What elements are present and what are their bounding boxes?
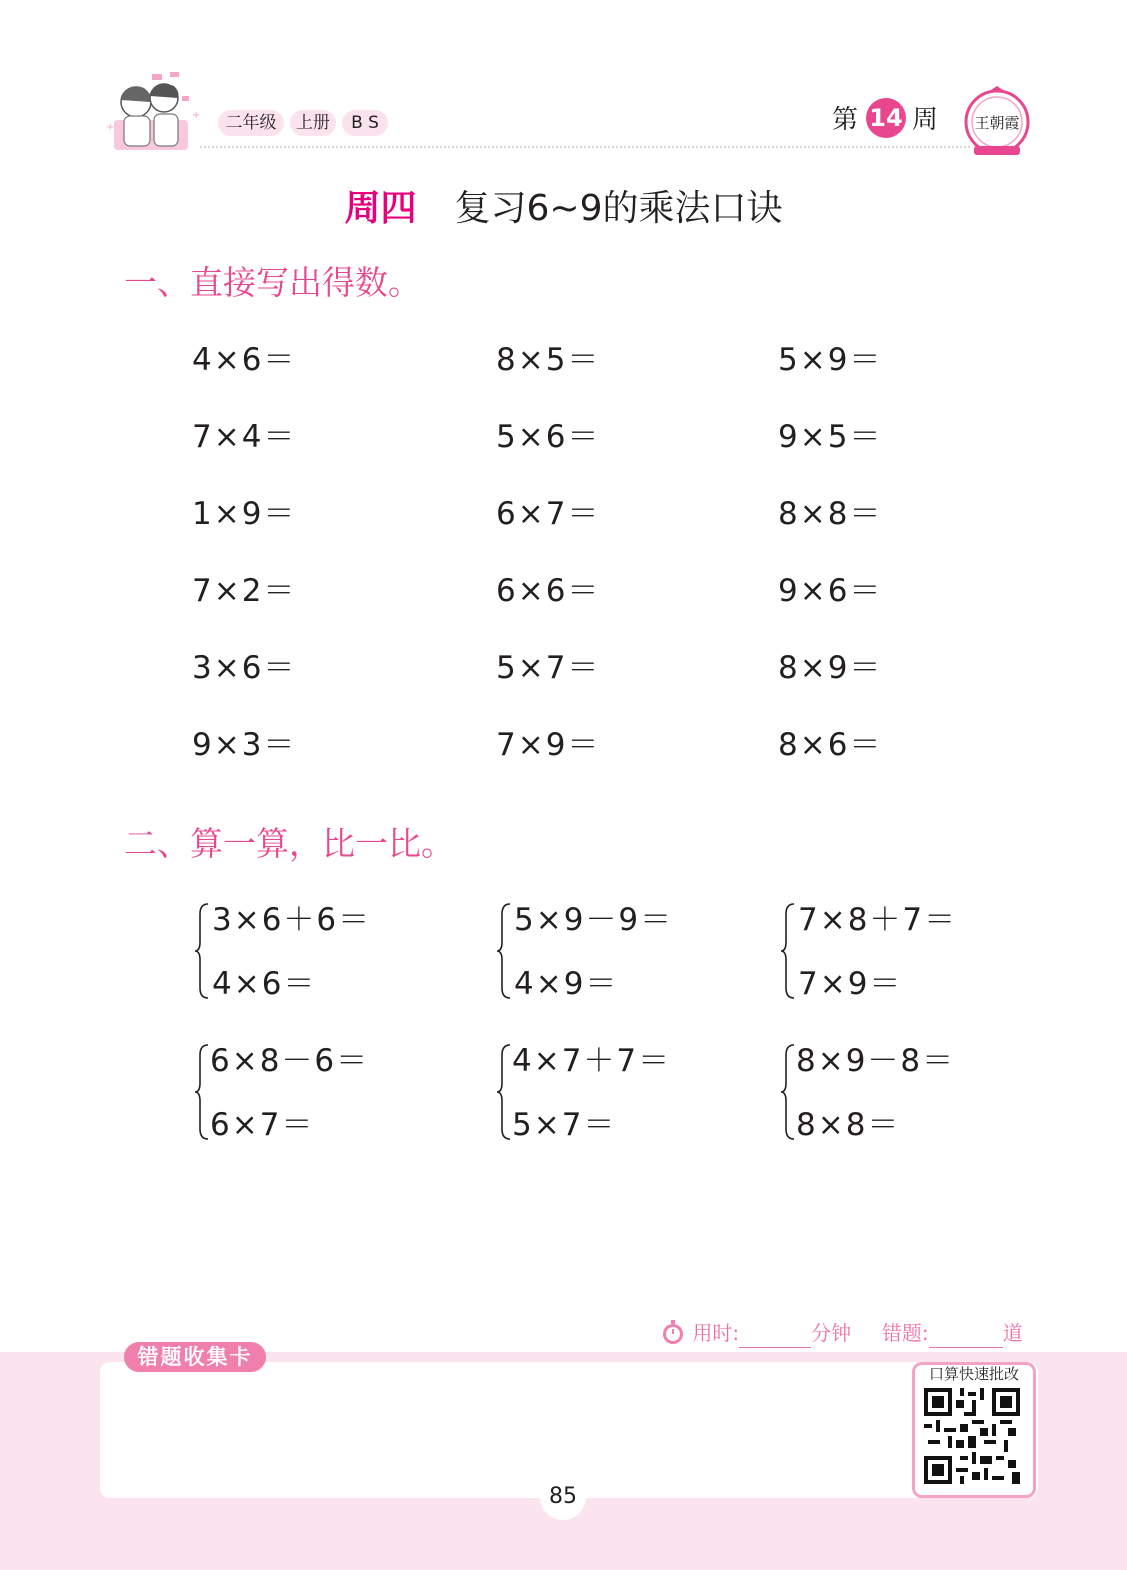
compare-top: 3×6＋6＝ (212, 902, 372, 938)
left-brace (780, 902, 796, 1000)
problem: 6×7＝ (496, 496, 601, 532)
problem: 4×6＝ (192, 342, 297, 378)
problem: 7×4＝ (192, 419, 297, 455)
page-number: 85 (540, 1474, 586, 1520)
errors-unit: 道 (1002, 1321, 1023, 1345)
children-illustration (104, 70, 204, 156)
page-title (0, 185, 1127, 233)
compare-top: 6×8－6＝ (210, 1043, 370, 1079)
time-unit: 分钟 (811, 1321, 852, 1345)
problem: 3×6＝ (192, 650, 297, 686)
problem: 9×5＝ (778, 419, 883, 455)
stopwatch-icon (660, 1319, 686, 1345)
qr-label: 口算快速批改 (928, 1365, 1019, 1383)
qr-code-icon[interactable] (924, 1388, 1020, 1484)
svg-text:+: + (192, 110, 201, 121)
problem: 8×5＝ (496, 342, 601, 378)
week-prefix: 第 (832, 105, 859, 135)
header-divider (200, 146, 970, 148)
compare-top: 7×8＋7＝ (798, 902, 958, 938)
errors-label: 错题: (881, 1321, 929, 1345)
time-label: 用时: (692, 1321, 740, 1345)
errors-blank[interactable] (929, 1325, 1003, 1348)
section-1-heading: 一、直接写出得数。 (124, 263, 421, 302)
left-brace (496, 1043, 512, 1141)
problem: 7×2＝ (192, 573, 297, 609)
left-brace (496, 902, 512, 1000)
problem: 5×9＝ (778, 342, 883, 378)
time-record-row (660, 1318, 1023, 1348)
compare-bottom: 7×9＝ (798, 966, 903, 1002)
volume-badge: 上册 (290, 110, 336, 136)
title-topic: 复习6~9的乘法口诀 (454, 188, 783, 229)
compare-bottom: 5×7＝ (512, 1107, 617, 1143)
compare-top: 4×7＋7＝ (512, 1043, 672, 1079)
grade-badge: 二年级 (218, 110, 284, 136)
problem: 1×9＝ (192, 496, 297, 532)
compare-top: 8×9－8＝ (796, 1043, 956, 1079)
week-number-badge: 14 (866, 98, 906, 138)
problem: 5×6＝ (496, 419, 601, 455)
compare-bottom: 6×7＝ (210, 1107, 315, 1143)
svg-text:+: + (106, 122, 115, 133)
error-card-title: 错题收集卡 (124, 1342, 266, 1372)
week-suffix: 周 (912, 105, 939, 135)
edition-badge: B S (342, 110, 388, 136)
left-brace (780, 1043, 796, 1141)
problem: 7×9＝ (496, 727, 601, 763)
problem: 5×7＝ (496, 650, 601, 686)
compare-bottom: 8×8＝ (796, 1107, 901, 1143)
left-brace (194, 902, 210, 1000)
compare-top: 5×9－9＝ (514, 902, 674, 938)
time-blank[interactable] (739, 1325, 811, 1348)
problem: 9×6＝ (778, 573, 883, 609)
svg-text:王朝霞: 王朝霞 (974, 116, 1020, 132)
section-2-heading: 二、算一算，比一比。 (124, 824, 454, 863)
problem: 8×8＝ (778, 496, 883, 532)
compare-bottom: 4×9＝ (514, 966, 619, 1002)
compare-bottom: 4×6＝ (212, 966, 317, 1002)
problem: 6×6＝ (496, 573, 601, 609)
problem: 9×3＝ (192, 727, 297, 763)
problem: 8×6＝ (778, 727, 883, 763)
brand-stamp-logo (962, 84, 1032, 156)
problem: 8×9＝ (778, 650, 883, 686)
left-brace (194, 1043, 210, 1141)
title-day: 周四 (344, 188, 417, 229)
